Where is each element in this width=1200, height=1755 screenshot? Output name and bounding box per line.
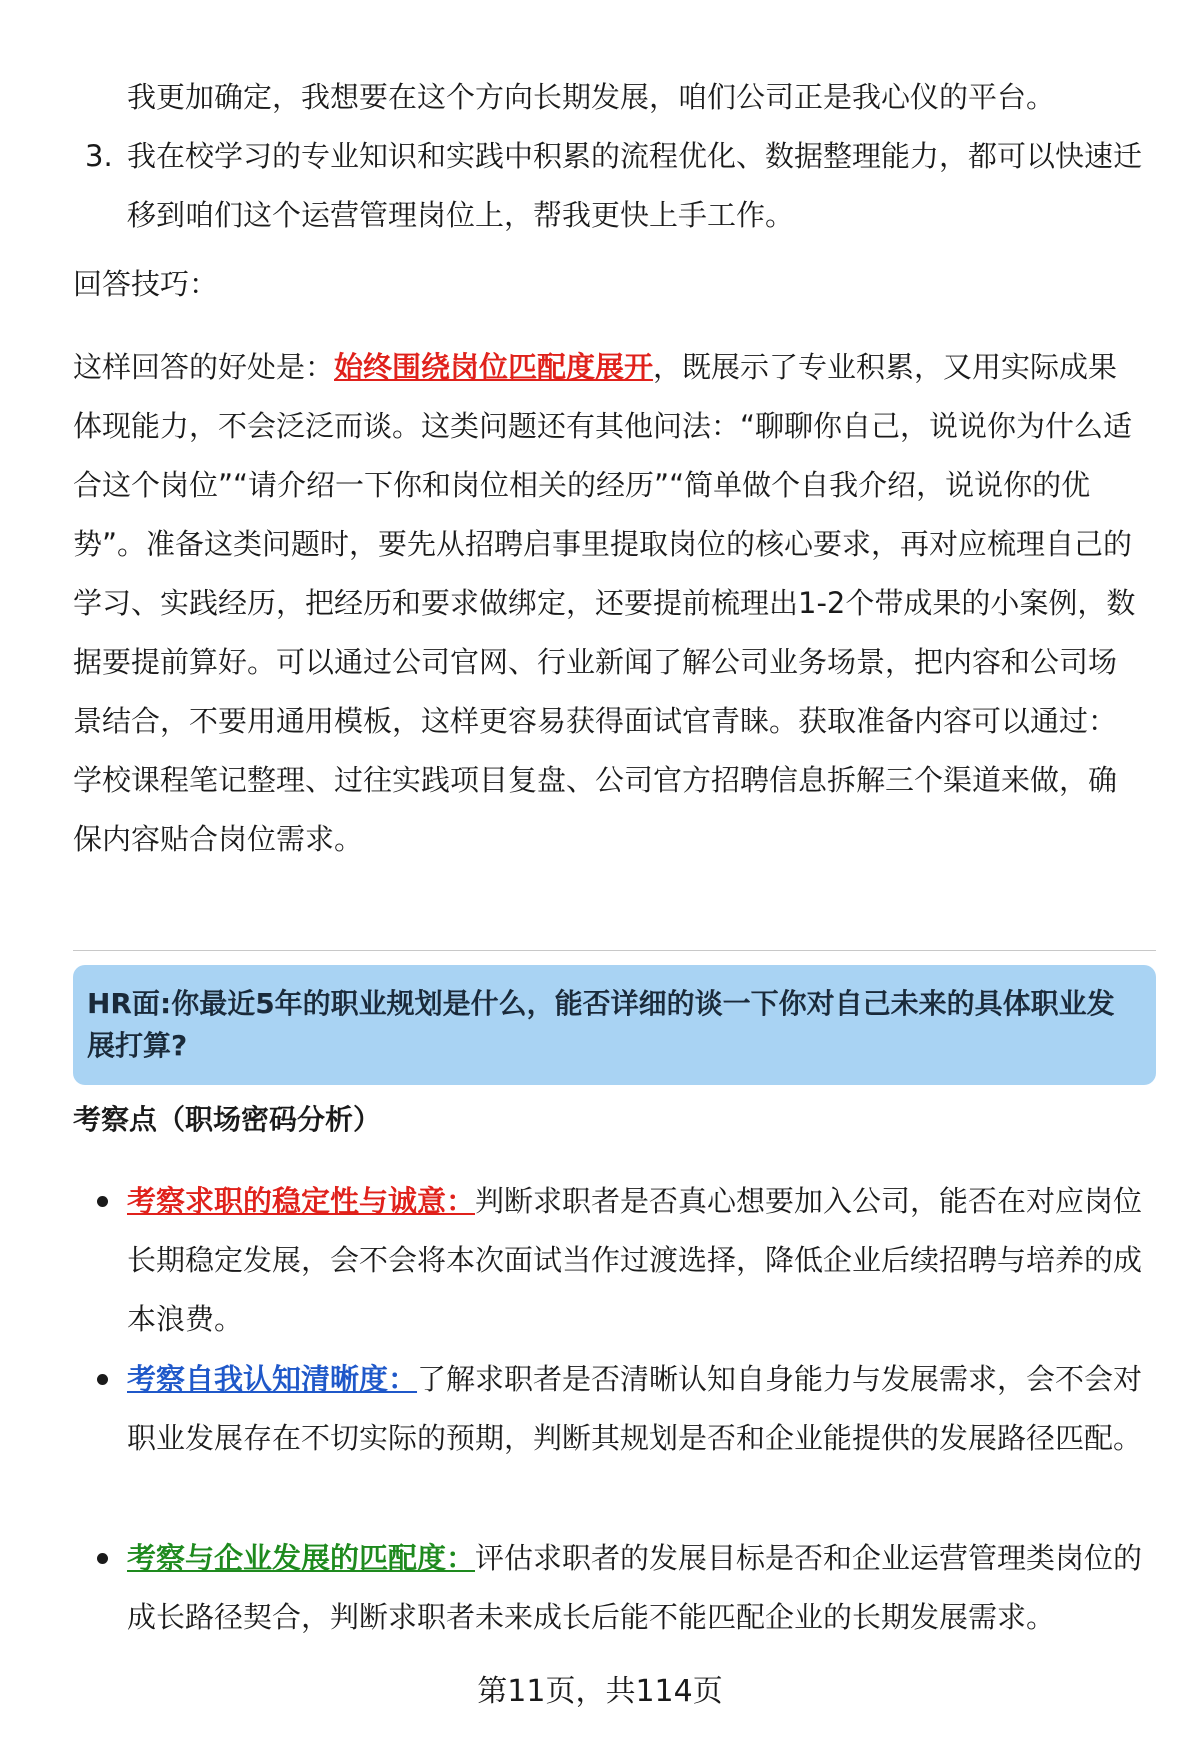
analysis-bullet-1 [127, 1172, 1147, 1349]
bullet-key: 考察求职的稳定性与诚意： [127, 1184, 476, 1218]
list-item-3: 我在校学习的专业知识和实践中积累的流程优化、数据整理能力，都可以快速迁移到咱们这个运营管理岗位上，帮我更快上手工作。 [127, 139, 1143, 232]
bullet-key: 考察自我认知清晰度： [127, 1362, 418, 1396]
analysis-bullet-2 [127, 1350, 1147, 1468]
section-divider [73, 950, 1156, 951]
intro-line: 我更加确定，我想要在这个方向长期发展，咱们公司正是我心仪的平台。 [127, 80, 1056, 114]
bullet-body: 判断求职者是否真心想要加入公司，能否在对应岗位长期稳定发展，会不会将本次面试当作过渡选择，降低企业后续招聘与培养的成本浪费。 [127, 1184, 1143, 1336]
bullet-dot [97, 1553, 108, 1564]
bullet-body: 评估求职者的发展目标是否和企业运营管理类岗位的成长路径契合，判断求职者未来成长后能不能匹配企业的长期发展需求。 [127, 1541, 1143, 1634]
bullet-dot [97, 1196, 108, 1207]
list-number: 3. [85, 139, 113, 173]
tips-emphasis: 始终围绕岗位匹配度展开 [334, 350, 654, 384]
bullet-body: 了解求职者是否清晰认知自身能力与发展需求，会不会对职业发展存在不切实际的预期，判断其规划是否和企业能提供的发展路径匹配。 [127, 1362, 1143, 1455]
question-box [73, 965, 1156, 1085]
bullet-key: 考察与企业发展的匹配度： [127, 1541, 476, 1575]
question-text: HR面:你最近5年的职业规划是什么，能否详细的谈一下你对自己未来的具体职业发展打算? [87, 987, 1115, 1062]
analysis-heading: 考察点（职场密码分析） [73, 1103, 382, 1136]
tips-heading: 回答技巧： [73, 267, 219, 301]
tips-prefix: 这样回答的好处是： [73, 350, 335, 384]
tips-paragraph [73, 338, 1143, 869]
bullet-dot [97, 1374, 108, 1385]
page-number: 第11页，共114页 [477, 1674, 723, 1709]
analysis-bullet-3 [127, 1529, 1147, 1647]
tips-body: ，既展示了专业积累，又用实际成果体现能力，不会泛泛而谈。这类问题还有其他问法：“聊聊你自己，说说你为什么适合这个岗位”“请介绍一下你和岗位相关的经历”“简单做个自我介绍，说说你的优势”。准备这类问题时，要先从招聘启事里提取岗位的核心要求，再对应梳理自己的学习、实践经历，把经历和要求做绑定，还要提前梳理出1-2个带成果的小案例，数据要提前算好。可以通过公司官网、行业新闻了解公司业务场景，把内容和公司场景结合，不要用通用模板，这样更容易获得面试官青睐。获取准备内容可以通过：学校课程笔记整理、过往实践项目复盘、公司官方招聘信息拆解三个渠道来做，确保内容贴合岗位需求。 [73, 350, 1136, 856]
